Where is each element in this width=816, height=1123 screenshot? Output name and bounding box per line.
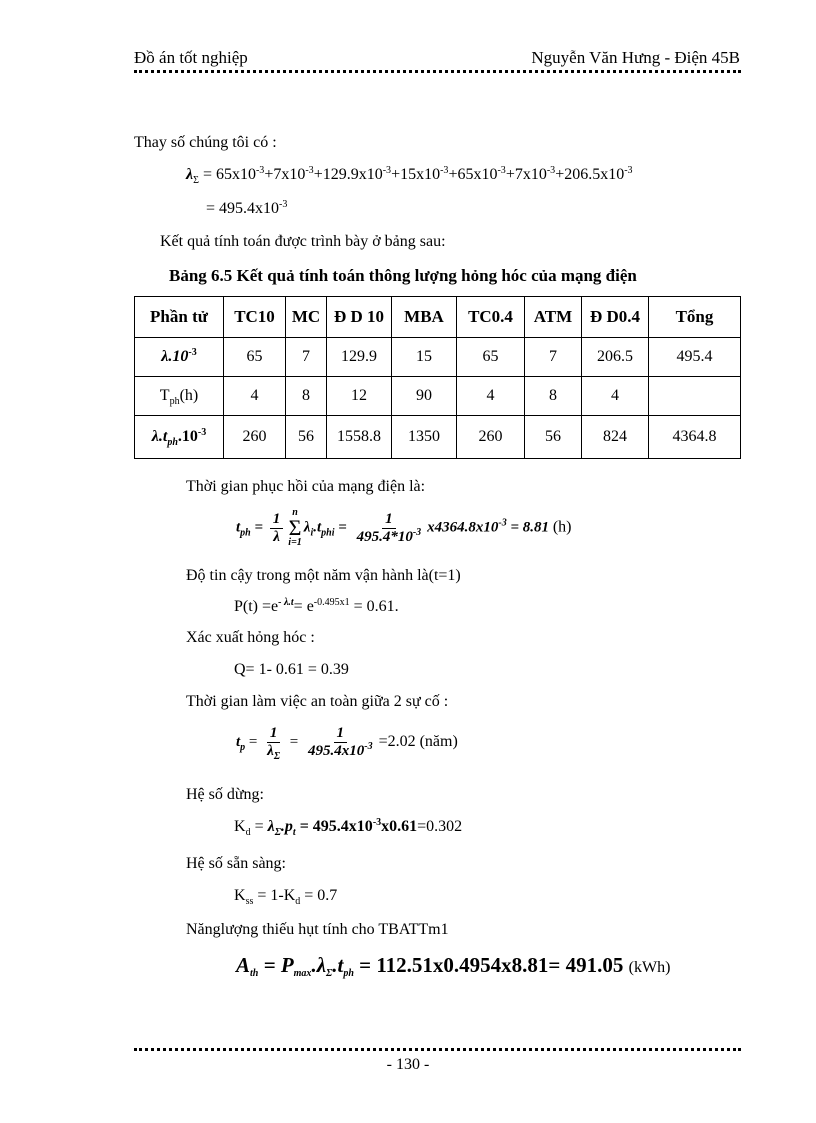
page-number: - 130 - xyxy=(386,1056,430,1073)
table-cell: 56 xyxy=(525,416,582,459)
row-label-product: $\lambda.t_{ph}.10^{-3}$ xyxy=(135,416,224,459)
table-cell xyxy=(649,377,741,416)
results-table xyxy=(134,296,741,459)
recovery-frac-2: $\frac{1}{495.4*10^{-3}}$ xyxy=(356,510,422,545)
reliability-formula: $P(t) =e^{- \lambda.t}= e^{-0.495x1} = 0.61$. xyxy=(234,597,399,615)
table-row-lambda xyxy=(135,338,741,377)
table-row-product xyxy=(135,416,741,459)
th-total: Tổng xyxy=(649,297,741,338)
th-element: Phần tử xyxy=(135,297,224,338)
footer-divider xyxy=(134,1048,741,1051)
table-cell: 8 xyxy=(525,377,582,416)
table-cell: 1350 xyxy=(392,416,457,459)
header-left: Đồ án tốt nghiệp xyxy=(134,48,248,67)
term-2: +129.9x10 xyxy=(313,166,383,183)
table-cell: 1558.8 xyxy=(327,416,392,459)
safe-frac-2: $\frac{1}{495.4x10^{-3}}$ xyxy=(307,725,373,759)
energy-formula: $A_{th} = P_{max}.\lambda_\Sigma.t_{ph} = 112.51x0.4954x8.81= 491.05$ (kWh) xyxy=(236,953,671,979)
table-cell: 7 xyxy=(286,338,327,377)
table-cell: 8 xyxy=(286,377,327,416)
term-1: +7x10 xyxy=(264,166,306,183)
th-mba: MBA xyxy=(392,297,457,338)
table-cell: 90 xyxy=(392,377,457,416)
th-mc: MC xyxy=(286,297,327,338)
term-3: +15x10 xyxy=(391,166,441,183)
ready-coef-text: Hệ số sẵn sàng: xyxy=(186,855,286,872)
header-divider xyxy=(134,70,741,73)
energy-unit: (kWh) xyxy=(628,959,671,976)
row-label-lambda: $\lambda.10^{-3}$ xyxy=(135,338,224,377)
th-dd10: Đ D 10 xyxy=(327,297,392,338)
header-right: Nguyễn Văn Hưng - Điện 45B xyxy=(531,48,740,67)
safe-time-formula: $t_p$ = $\frac{1}{\lambda_\Sigma}$ = $\frac{1}{495.4x10^{-3}}$ =2.02 (năm) xyxy=(236,725,458,762)
table-cell: 4 xyxy=(582,377,649,416)
term-6: +206.5x10 xyxy=(555,166,625,183)
table-cell: 206.5 xyxy=(582,338,649,377)
table-cell: 56 xyxy=(286,416,327,459)
table-cell: 65 xyxy=(224,338,286,377)
table-row-tph xyxy=(135,377,741,416)
term-5: +7x10 xyxy=(505,166,547,183)
table-cell: 4 xyxy=(457,377,525,416)
th-tc10: TC10 xyxy=(224,297,286,338)
table-cell: 15 xyxy=(392,338,457,377)
th-tc04: TC0.4 xyxy=(457,297,525,338)
table-cell: 129.9 xyxy=(327,338,392,377)
recovery-unit: (h) xyxy=(552,518,572,536)
recovery-formula: $t_{ph}$ = $\frac{1}{\lambda}$ n Σ i=1 $\lambda_i.t_{phi}$ = $\frac{1}{495.4*10^{-3}}$ $x4364.8x10^{-3} = 8.81$ (h) xyxy=(236,507,572,548)
stop-coef-formula: $K_d = \lambda_\Sigma.p_t = 495.4x10^{-3}x0.61=0.302$ xyxy=(234,817,463,838)
safe-time-result: =2.02 (năm) xyxy=(378,732,458,750)
lambda-symbol: λ xyxy=(186,166,194,183)
th-dd04: Đ D0.4 xyxy=(582,297,649,338)
table-cell: 12 xyxy=(327,377,392,416)
failure-text: Xác xuất hỏng hóc : xyxy=(186,629,315,646)
results-intro: Kết quả tính toán được trình bày ở bảng sau: xyxy=(160,233,446,250)
term-4: +65x10 xyxy=(448,166,498,183)
failure-formula: Q= 1- 0.61 = 0.39 xyxy=(234,661,349,678)
ready-coef-formula: $K_{ss} = 1-K_d = 0.7$ xyxy=(234,887,338,907)
th-atm: ATM xyxy=(525,297,582,338)
reliability-text: Độ tin cậy trong một năm vận hành là(t=1) xyxy=(186,567,461,584)
energy-text: Nănglượng thiếu hụt tính cho TBATTm1 xyxy=(186,921,449,938)
table-cell: 260 xyxy=(224,416,286,459)
table-cell: 495.4 xyxy=(649,338,741,377)
table-cell: 65 xyxy=(457,338,525,377)
table-cell: 4364.8 xyxy=(649,416,741,459)
table-cell: 260 xyxy=(457,416,525,459)
table-caption: Bảng 6.5 Kết quả tính toán thông lượng hỏng hóc của mạng điện xyxy=(169,266,637,285)
intro-text: Thay số chúng tôi có : xyxy=(134,134,277,151)
table-header-row xyxy=(135,297,741,338)
safe-time-text: Thời gian làm việc an toàn giữa 2 sự cố : xyxy=(186,693,449,710)
lambda-sum-formula: $\lambda_\Sigma = 65x10^{-3}+7x10^{-3}+129.9x10^{-3}+15x10^{-3}+65x10^{-3}+7x10^{-3}+206.5x10^{-3}$ xyxy=(186,165,633,186)
table-cell: 824 xyxy=(582,416,649,459)
lambda-sum-result: = $495.4x10^{-3}$ xyxy=(206,199,288,217)
sum-operator: n Σ i=1 xyxy=(288,507,302,548)
safe-frac-1: $\frac{1}{\lambda_\Sigma}$ xyxy=(267,725,281,762)
recovery-frac-1: $\frac{1}{\lambda}$ xyxy=(270,511,284,546)
lambda-subscript: Σ xyxy=(193,175,199,186)
table-cell: 7 xyxy=(525,338,582,377)
table-cell: 4 xyxy=(224,377,286,416)
stop-coef-text: Hệ số dừng: xyxy=(186,786,264,803)
row-label-tph: $T_{ph}(h)$ xyxy=(135,377,224,416)
lambda-sum-first: = 65x10 xyxy=(198,166,256,183)
recovery-text: Thời gian phục hồi của mạng điện là: xyxy=(186,478,426,495)
